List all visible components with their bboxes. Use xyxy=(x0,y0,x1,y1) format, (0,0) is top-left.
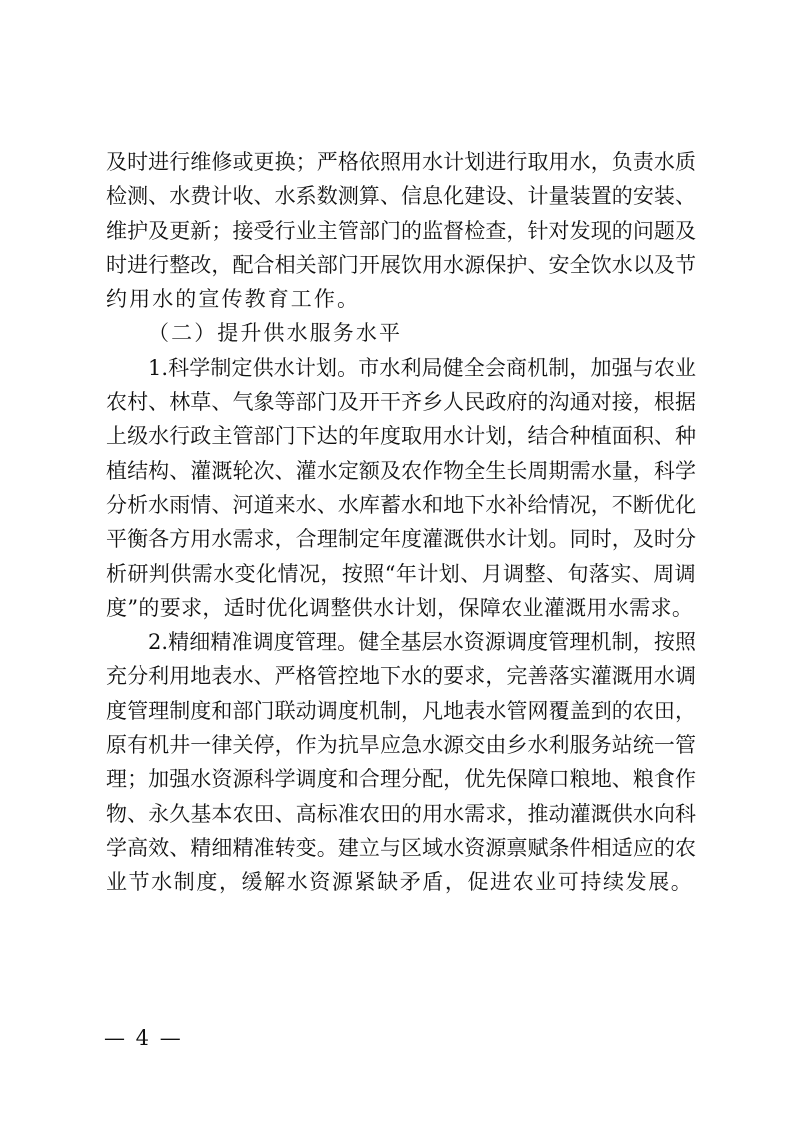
text-line: 上级水行政主管部门下达的年度取用水计划，结合种植面积、种 xyxy=(106,424,696,449)
body-text xyxy=(106,145,696,900)
text-line: 充分利用地表水、严格管控地下水的要求，完善落实灌溉用水调 xyxy=(106,664,696,689)
paragraph-2 xyxy=(106,625,696,899)
text-line: 农村、林草、气象等部门及开干齐乡人民政府的沟通对接，根据 xyxy=(106,390,696,415)
section-heading-block xyxy=(106,316,696,350)
text-line: 理；加强水资源科学调度和合理分配，优先保障口粮地、粮食作 xyxy=(106,767,696,792)
text-line: 时进行整改，配合相关部门开展饮用水源保护、安全饮水以及节 xyxy=(106,252,696,277)
paragraph-1 xyxy=(106,351,696,625)
text-line: 及时进行维修或更换；严格依照用水计划进行取用水，负责水质 xyxy=(106,150,696,174)
text-line: 1.科学制定供水计划。市水利局健全会商机制，加强与农业 xyxy=(148,355,696,380)
text-line: 植结构、灌溉轮次、灌水定额及农作物全生长周期需水量，科学 xyxy=(106,458,696,483)
text-line: 约用水的宣传教育工作。 xyxy=(106,287,361,312)
text-line: 业节水制度，缓解水资源紧缺矛盾，促进农业可持续发展。 xyxy=(106,870,694,895)
text-line: 学高效、精细精准转变。建立与区域水资源禀赋条件相适应的农 xyxy=(106,835,696,860)
text-line: 平衡各方用水需求，合理制定年度灌溉供水计划。同时，及时分 xyxy=(106,527,696,552)
section-heading: （二）提升供水服务水平 xyxy=(148,321,403,346)
text-line: 检测、水费计收、水系数测算、信息化建设、计量装置的安装、 xyxy=(106,184,696,209)
text-line: 度”的要求，适时优化调整供水计划，保障农业灌溉用水需求。 xyxy=(106,595,694,620)
text-line: 度管理制度和部门联动调度机制，凡地表水管网覆盖到的农田， xyxy=(106,698,696,723)
text-line: 维护及更新；接受行业主管部门的监督检查，针对发现的问题及 xyxy=(106,218,696,243)
text-line: 原有机井一律关停，作为抗旱应急水源交由乡水利服务站统一管 xyxy=(106,733,696,758)
text-line: 2.精细精准调度管理。健全基层水资源调度管理机制，按照 xyxy=(148,630,696,655)
text-line: 析研判供需水变化情况，按照“年计划、月调整、旬落实、周调 xyxy=(106,561,696,586)
page-number: — 4 — xyxy=(104,1026,183,1050)
text-line: 分析水雨情、河道来水、水库蓄水和地下水补给情况，不断优化 xyxy=(106,492,696,517)
paragraph-intro xyxy=(106,145,696,316)
text-line: 物、永久基本农田、高标准农田的用水需求，推动灌溉供水向科 xyxy=(106,801,696,826)
